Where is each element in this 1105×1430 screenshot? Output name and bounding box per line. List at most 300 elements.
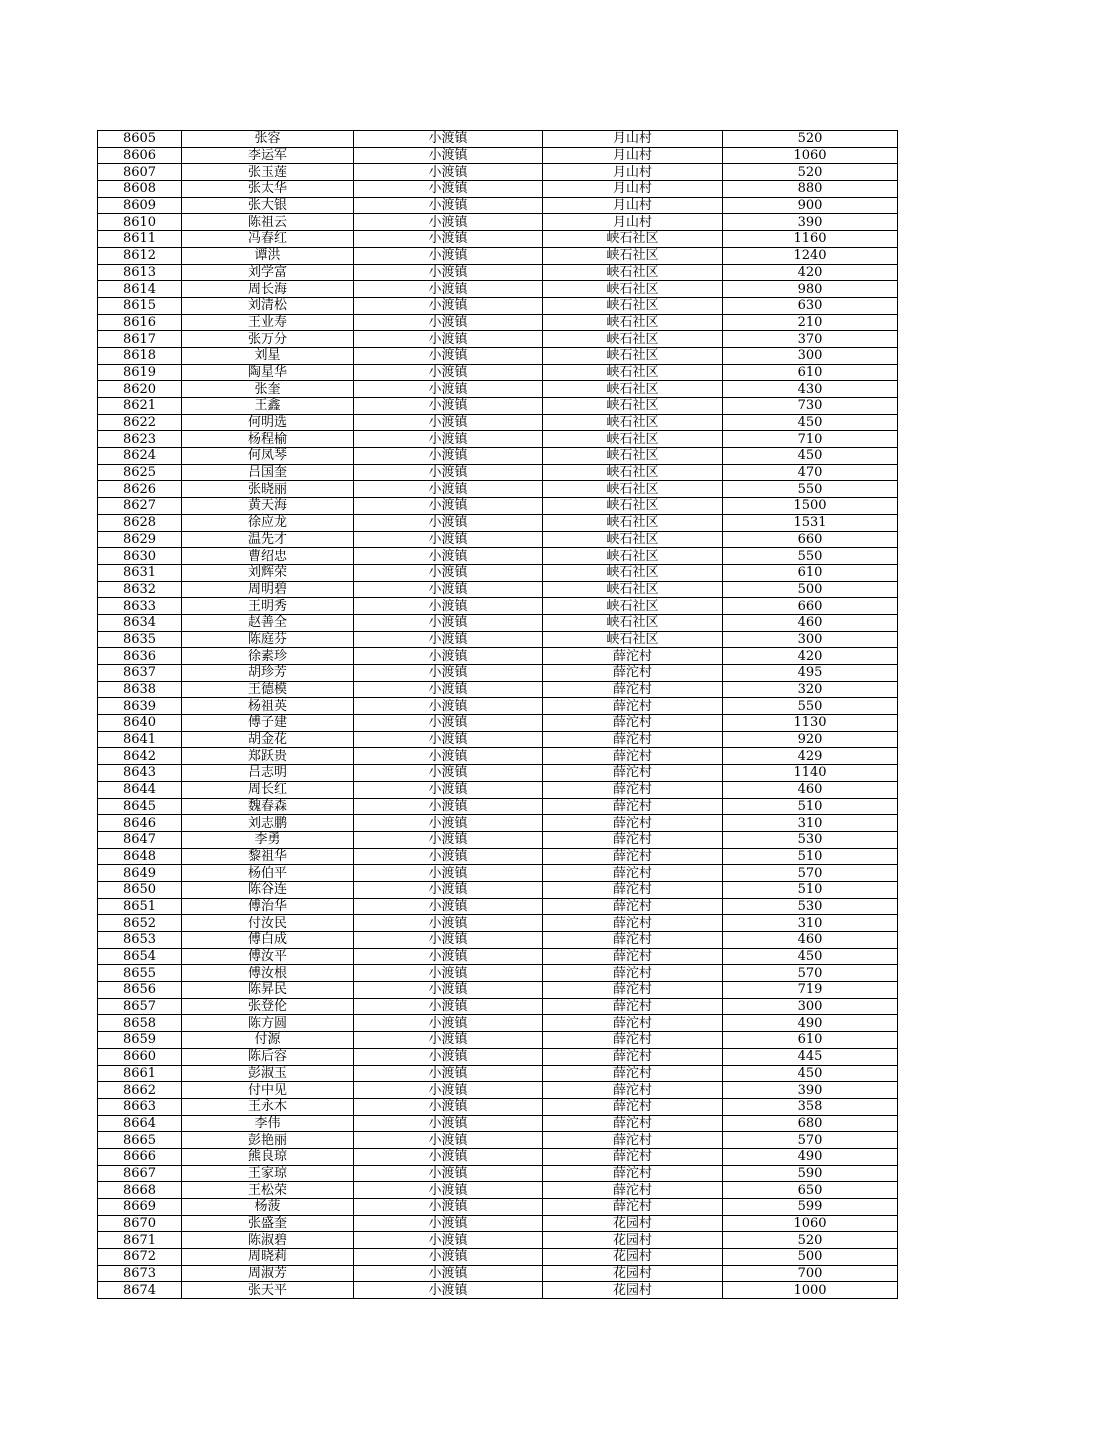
amount-cell: 300 xyxy=(723,347,898,364)
village-name-cell: 峡石社区 xyxy=(543,381,723,398)
record-number-cell: 8656 xyxy=(98,982,182,999)
amount-cell: 510 xyxy=(723,848,898,865)
amount-cell: 570 xyxy=(723,865,898,882)
person-name-cell: 胡珍芳 xyxy=(182,665,354,682)
record-number-cell: 8623 xyxy=(98,431,182,448)
village-name-cell: 峡石社区 xyxy=(543,297,723,314)
amount-cell: 445 xyxy=(723,1048,898,1065)
table-row xyxy=(98,364,898,381)
town-name-cell: 小渡镇 xyxy=(354,398,543,415)
record-number-cell: 8631 xyxy=(98,564,182,581)
village-name-cell: 薛沱村 xyxy=(543,1132,723,1149)
person-name-cell: 张盛奎 xyxy=(182,1215,354,1232)
village-name-cell: 峡石社区 xyxy=(543,531,723,548)
table-row xyxy=(98,698,898,715)
village-name-cell: 薛沱村 xyxy=(543,698,723,715)
person-name-cell: 陈方圆 xyxy=(182,1015,354,1032)
amount-cell: 450 xyxy=(723,1065,898,1082)
person-name-cell: 何明选 xyxy=(182,414,354,431)
person-name-cell: 刘学富 xyxy=(182,264,354,281)
record-number-cell: 8622 xyxy=(98,414,182,431)
record-number-cell: 8606 xyxy=(98,147,182,164)
amount-cell: 520 xyxy=(723,164,898,181)
amount-cell: 530 xyxy=(723,831,898,848)
table-row xyxy=(98,147,898,164)
village-name-cell: 薛沱村 xyxy=(543,1148,723,1165)
table-row xyxy=(98,881,898,898)
person-name-cell: 张容 xyxy=(182,131,354,148)
person-name-cell: 刘辉荣 xyxy=(182,564,354,581)
table-row xyxy=(98,1115,898,1132)
village-name-cell: 薛沱村 xyxy=(543,681,723,698)
amount-cell: 450 xyxy=(723,414,898,431)
amount-cell: 460 xyxy=(723,781,898,798)
record-number-cell: 8612 xyxy=(98,247,182,264)
village-name-cell: 月山村 xyxy=(543,197,723,214)
record-number-cell: 8614 xyxy=(98,281,182,298)
town-name-cell: 小渡镇 xyxy=(354,1282,543,1299)
amount-cell: 460 xyxy=(723,932,898,949)
record-number-cell: 8662 xyxy=(98,1082,182,1099)
village-name-cell: 薛沱村 xyxy=(543,715,723,732)
town-name-cell: 小渡镇 xyxy=(354,715,543,732)
record-number-cell: 8655 xyxy=(98,965,182,982)
record-number-cell: 8613 xyxy=(98,264,182,281)
record-number-cell: 8652 xyxy=(98,915,182,932)
person-name-cell: 付汝民 xyxy=(182,915,354,932)
village-name-cell: 花园村 xyxy=(543,1249,723,1266)
town-name-cell: 小渡镇 xyxy=(354,1215,543,1232)
table-row xyxy=(98,331,898,348)
town-name-cell: 小渡镇 xyxy=(354,1148,543,1165)
amount-cell: 920 xyxy=(723,731,898,748)
village-name-cell: 峡石社区 xyxy=(543,281,723,298)
town-name-cell: 小渡镇 xyxy=(354,181,543,198)
amount-cell: 470 xyxy=(723,464,898,481)
village-name-cell: 峡石社区 xyxy=(543,514,723,531)
town-name-cell: 小渡镇 xyxy=(354,464,543,481)
village-name-cell: 峡石社区 xyxy=(543,414,723,431)
table-row xyxy=(98,665,898,682)
amount-cell: 570 xyxy=(723,1132,898,1149)
record-number-cell: 8611 xyxy=(98,231,182,248)
village-name-cell: 薛沱村 xyxy=(543,865,723,882)
record-number-cell: 8659 xyxy=(98,1032,182,1049)
person-name-cell: 温先才 xyxy=(182,531,354,548)
town-name-cell: 小渡镇 xyxy=(354,531,543,548)
person-name-cell: 彭艳丽 xyxy=(182,1132,354,1149)
amount-cell: 550 xyxy=(723,698,898,715)
table-row xyxy=(98,281,898,298)
record-number-cell: 8633 xyxy=(98,598,182,615)
table-row xyxy=(98,915,898,932)
amount-cell: 1060 xyxy=(723,1215,898,1232)
village-name-cell: 薛沱村 xyxy=(543,648,723,665)
town-name-cell: 小渡镇 xyxy=(354,231,543,248)
amount-cell: 610 xyxy=(723,1032,898,1049)
person-name-cell: 付中见 xyxy=(182,1082,354,1099)
person-name-cell: 周长海 xyxy=(182,281,354,298)
table-row xyxy=(98,481,898,498)
record-number-cell: 8650 xyxy=(98,881,182,898)
amount-cell: 1060 xyxy=(723,147,898,164)
village-name-cell: 薛沱村 xyxy=(543,1048,723,1065)
record-number-cell: 8646 xyxy=(98,815,182,832)
village-name-cell: 薛沱村 xyxy=(543,665,723,682)
table-row xyxy=(98,231,898,248)
record-number-cell: 8629 xyxy=(98,531,182,548)
village-name-cell: 薛沱村 xyxy=(543,781,723,798)
village-name-cell: 薛沱村 xyxy=(543,848,723,865)
person-name-cell: 王永木 xyxy=(182,1098,354,1115)
amount-cell: 500 xyxy=(723,1249,898,1266)
table-row xyxy=(98,1082,898,1099)
table-row xyxy=(98,1048,898,1065)
town-name-cell: 小渡镇 xyxy=(354,1182,543,1199)
person-name-cell: 陈昇民 xyxy=(182,982,354,999)
table-row xyxy=(98,414,898,431)
town-name-cell: 小渡镇 xyxy=(354,1065,543,1082)
person-name-cell: 张晓丽 xyxy=(182,481,354,498)
record-number-cell: 8610 xyxy=(98,214,182,231)
person-name-cell: 周明碧 xyxy=(182,581,354,598)
person-name-cell: 王业寿 xyxy=(182,314,354,331)
person-name-cell: 周淑芳 xyxy=(182,1265,354,1282)
table-row xyxy=(98,598,898,615)
person-name-cell: 李伟 xyxy=(182,1115,354,1132)
amount-cell: 530 xyxy=(723,898,898,915)
amount-cell: 660 xyxy=(723,531,898,548)
town-name-cell: 小渡镇 xyxy=(354,381,543,398)
village-name-cell: 薛沱村 xyxy=(543,748,723,765)
person-name-cell: 熊良琼 xyxy=(182,1148,354,1165)
town-name-cell: 小渡镇 xyxy=(354,1115,543,1132)
town-name-cell: 小渡镇 xyxy=(354,331,543,348)
person-name-cell: 徐素珍 xyxy=(182,648,354,665)
record-number-cell: 8626 xyxy=(98,481,182,498)
village-name-cell: 薛沱村 xyxy=(543,1165,723,1182)
town-name-cell: 小渡镇 xyxy=(354,1098,543,1115)
record-number-cell: 8673 xyxy=(98,1265,182,1282)
person-name-cell: 杨祖英 xyxy=(182,698,354,715)
record-number-cell: 8640 xyxy=(98,715,182,732)
record-number-cell: 8615 xyxy=(98,297,182,314)
village-name-cell: 峡石社区 xyxy=(543,231,723,248)
record-number-cell: 8670 xyxy=(98,1215,182,1232)
person-name-cell: 陈淑碧 xyxy=(182,1232,354,1249)
record-number-cell: 8625 xyxy=(98,464,182,481)
town-name-cell: 小渡镇 xyxy=(354,347,543,364)
village-name-cell: 峡石社区 xyxy=(543,398,723,415)
person-name-cell: 傅子建 xyxy=(182,715,354,732)
town-name-cell: 小渡镇 xyxy=(354,481,543,498)
amount-cell: 210 xyxy=(723,314,898,331)
table-row xyxy=(98,131,898,148)
village-name-cell: 峡石社区 xyxy=(543,498,723,515)
town-name-cell: 小渡镇 xyxy=(354,247,543,264)
village-name-cell: 薛沱村 xyxy=(543,1032,723,1049)
amount-cell: 370 xyxy=(723,331,898,348)
table-row xyxy=(98,164,898,181)
table-row xyxy=(98,514,898,531)
record-number-cell: 8607 xyxy=(98,164,182,181)
person-name-cell: 魏春森 xyxy=(182,798,354,815)
town-name-cell: 小渡镇 xyxy=(354,848,543,865)
person-name-cell: 何凤琴 xyxy=(182,448,354,465)
amount-cell: 520 xyxy=(723,1232,898,1249)
person-name-cell: 黄天海 xyxy=(182,498,354,515)
table-row xyxy=(98,848,898,865)
town-name-cell: 小渡镇 xyxy=(354,414,543,431)
table-row xyxy=(98,765,898,782)
person-name-cell: 王德模 xyxy=(182,681,354,698)
town-name-cell: 小渡镇 xyxy=(354,815,543,832)
town-name-cell: 小渡镇 xyxy=(354,164,543,181)
amount-cell: 610 xyxy=(723,364,898,381)
record-number-cell: 8605 xyxy=(98,131,182,148)
person-name-cell: 周长红 xyxy=(182,781,354,798)
table-row xyxy=(98,498,898,515)
person-name-cell: 张太华 xyxy=(182,181,354,198)
town-name-cell: 小渡镇 xyxy=(354,898,543,915)
amount-cell: 320 xyxy=(723,681,898,698)
person-name-cell: 周晓莉 xyxy=(182,1249,354,1266)
person-name-cell: 陶星华 xyxy=(182,364,354,381)
person-name-cell: 陈庭芬 xyxy=(182,631,354,648)
town-name-cell: 小渡镇 xyxy=(354,1032,543,1049)
record-number-cell: 8635 xyxy=(98,631,182,648)
table-row xyxy=(98,1032,898,1049)
person-name-cell: 杨程榆 xyxy=(182,431,354,448)
table-row xyxy=(98,1282,898,1299)
record-number-cell: 8665 xyxy=(98,1132,182,1149)
person-name-cell: 刘星 xyxy=(182,347,354,364)
village-name-cell: 花园村 xyxy=(543,1265,723,1282)
amount-cell: 1240 xyxy=(723,247,898,264)
table-row xyxy=(98,1148,898,1165)
table-row xyxy=(98,581,898,598)
person-name-cell: 张奎 xyxy=(182,381,354,398)
record-number-cell: 8639 xyxy=(98,698,182,715)
record-number-cell: 8643 xyxy=(98,765,182,782)
table-row xyxy=(98,965,898,982)
amount-cell: 710 xyxy=(723,431,898,448)
person-name-cell: 王松荣 xyxy=(182,1182,354,1199)
roster-table xyxy=(97,130,898,1299)
town-name-cell: 小渡镇 xyxy=(354,448,543,465)
amount-cell: 719 xyxy=(723,982,898,999)
person-name-cell: 张大银 xyxy=(182,197,354,214)
town-name-cell: 小渡镇 xyxy=(354,631,543,648)
amount-cell: 390 xyxy=(723,1082,898,1099)
amount-cell: 1000 xyxy=(723,1282,898,1299)
table-row xyxy=(98,181,898,198)
amount-cell: 520 xyxy=(723,131,898,148)
amount-cell: 650 xyxy=(723,1182,898,1199)
town-name-cell: 小渡镇 xyxy=(354,1132,543,1149)
record-number-cell: 8637 xyxy=(98,665,182,682)
amount-cell: 880 xyxy=(723,181,898,198)
amount-cell: 610 xyxy=(723,564,898,581)
table-row xyxy=(98,464,898,481)
village-name-cell: 薛沱村 xyxy=(543,1115,723,1132)
person-name-cell: 彭淑玉 xyxy=(182,1065,354,1082)
table-row xyxy=(98,631,898,648)
amount-cell: 1140 xyxy=(723,765,898,782)
person-name-cell: 傅汝平 xyxy=(182,948,354,965)
village-name-cell: 薛沱村 xyxy=(543,898,723,915)
table-row xyxy=(98,1232,898,1249)
record-number-cell: 8648 xyxy=(98,848,182,865)
town-name-cell: 小渡镇 xyxy=(354,948,543,965)
village-name-cell: 薛沱村 xyxy=(543,815,723,832)
record-number-cell: 8627 xyxy=(98,498,182,515)
town-name-cell: 小渡镇 xyxy=(354,781,543,798)
table-row xyxy=(98,448,898,465)
village-name-cell: 薛沱村 xyxy=(543,1065,723,1082)
record-number-cell: 8630 xyxy=(98,548,182,565)
record-number-cell: 8671 xyxy=(98,1232,182,1249)
amount-cell: 460 xyxy=(723,614,898,631)
table-row xyxy=(98,1165,898,1182)
record-number-cell: 8620 xyxy=(98,381,182,398)
amount-cell: 300 xyxy=(723,631,898,648)
record-number-cell: 8628 xyxy=(98,514,182,531)
table-row xyxy=(98,1098,898,1115)
village-name-cell: 薛沱村 xyxy=(543,731,723,748)
town-name-cell: 小渡镇 xyxy=(354,498,543,515)
town-name-cell: 小渡镇 xyxy=(354,548,543,565)
amount-cell: 510 xyxy=(723,881,898,898)
person-name-cell: 刘清松 xyxy=(182,297,354,314)
village-name-cell: 峡石社区 xyxy=(543,464,723,481)
village-name-cell: 月山村 xyxy=(543,147,723,164)
person-name-cell: 陈祖云 xyxy=(182,214,354,231)
person-name-cell: 张登伦 xyxy=(182,998,354,1015)
record-number-cell: 8616 xyxy=(98,314,182,331)
town-name-cell: 小渡镇 xyxy=(354,614,543,631)
village-name-cell: 月山村 xyxy=(543,164,723,181)
village-name-cell: 薛沱村 xyxy=(543,982,723,999)
person-name-cell: 付源 xyxy=(182,1032,354,1049)
town-name-cell: 小渡镇 xyxy=(354,881,543,898)
record-number-cell: 8669 xyxy=(98,1199,182,1216)
person-name-cell: 徐应龙 xyxy=(182,514,354,531)
amount-cell: 390 xyxy=(723,214,898,231)
amount-cell: 310 xyxy=(723,815,898,832)
village-name-cell: 峡石社区 xyxy=(543,548,723,565)
person-name-cell: 陈谷连 xyxy=(182,881,354,898)
record-number-cell: 8638 xyxy=(98,681,182,698)
table-row xyxy=(98,1265,898,1282)
amount-cell: 430 xyxy=(723,381,898,398)
town-name-cell: 小渡镇 xyxy=(354,131,543,148)
amount-cell: 490 xyxy=(723,1015,898,1032)
table-row xyxy=(98,297,898,314)
amount-cell: 1130 xyxy=(723,715,898,732)
amount-cell: 429 xyxy=(723,748,898,765)
record-number-cell: 8645 xyxy=(98,798,182,815)
table-row xyxy=(98,681,898,698)
table-row xyxy=(98,314,898,331)
village-name-cell: 薛沱村 xyxy=(543,1182,723,1199)
town-name-cell: 小渡镇 xyxy=(354,648,543,665)
person-name-cell: 李运军 xyxy=(182,147,354,164)
record-number-cell: 8666 xyxy=(98,1148,182,1165)
amount-cell: 420 xyxy=(723,648,898,665)
record-number-cell: 8660 xyxy=(98,1048,182,1065)
table-row xyxy=(98,548,898,565)
table-row xyxy=(98,648,898,665)
table-row xyxy=(98,1015,898,1032)
town-name-cell: 小渡镇 xyxy=(354,932,543,949)
table-row xyxy=(98,1215,898,1232)
table-row xyxy=(98,798,898,815)
table-row xyxy=(98,932,898,949)
town-name-cell: 小渡镇 xyxy=(354,581,543,598)
town-name-cell: 小渡镇 xyxy=(354,1232,543,1249)
town-name-cell: 小渡镇 xyxy=(354,564,543,581)
village-name-cell: 峡石社区 xyxy=(543,614,723,631)
person-name-cell: 冯春红 xyxy=(182,231,354,248)
town-name-cell: 小渡镇 xyxy=(354,431,543,448)
person-name-cell: 王家琼 xyxy=(182,1165,354,1182)
table-row xyxy=(98,564,898,581)
amount-cell: 358 xyxy=(723,1098,898,1115)
town-name-cell: 小渡镇 xyxy=(354,264,543,281)
record-number-cell: 8642 xyxy=(98,748,182,765)
table-row xyxy=(98,531,898,548)
town-name-cell: 小渡镇 xyxy=(354,1048,543,1065)
table-row xyxy=(98,948,898,965)
village-name-cell: 花园村 xyxy=(543,1282,723,1299)
town-name-cell: 小渡镇 xyxy=(354,1015,543,1032)
table-row xyxy=(98,264,898,281)
town-name-cell: 小渡镇 xyxy=(354,197,543,214)
person-name-cell: 王鑫 xyxy=(182,398,354,415)
town-name-cell: 小渡镇 xyxy=(354,1265,543,1282)
record-number-cell: 8636 xyxy=(98,648,182,665)
amount-cell: 450 xyxy=(723,448,898,465)
table-row xyxy=(98,715,898,732)
village-name-cell: 峡石社区 xyxy=(543,314,723,331)
table-row xyxy=(98,1065,898,1082)
amount-cell: 310 xyxy=(723,915,898,932)
person-name-cell: 吕志明 xyxy=(182,765,354,782)
table-row xyxy=(98,398,898,415)
table-row xyxy=(98,247,898,264)
amount-cell: 550 xyxy=(723,548,898,565)
person-name-cell: 张万分 xyxy=(182,331,354,348)
village-name-cell: 峡石社区 xyxy=(543,448,723,465)
town-name-cell: 小渡镇 xyxy=(354,514,543,531)
record-number-cell: 8667 xyxy=(98,1165,182,1182)
amount-cell: 590 xyxy=(723,1165,898,1182)
record-number-cell: 8674 xyxy=(98,1282,182,1299)
table-row xyxy=(98,982,898,999)
amount-cell: 599 xyxy=(723,1199,898,1216)
amount-cell: 500 xyxy=(723,581,898,598)
town-name-cell: 小渡镇 xyxy=(354,765,543,782)
record-number-cell: 8634 xyxy=(98,614,182,631)
village-name-cell: 薛沱村 xyxy=(543,831,723,848)
person-name-cell: 杨伯平 xyxy=(182,865,354,882)
amount-cell: 900 xyxy=(723,197,898,214)
village-name-cell: 花园村 xyxy=(543,1215,723,1232)
village-name-cell: 峡石社区 xyxy=(543,431,723,448)
person-name-cell: 吕国奎 xyxy=(182,464,354,481)
person-name-cell: 赵善全 xyxy=(182,614,354,631)
